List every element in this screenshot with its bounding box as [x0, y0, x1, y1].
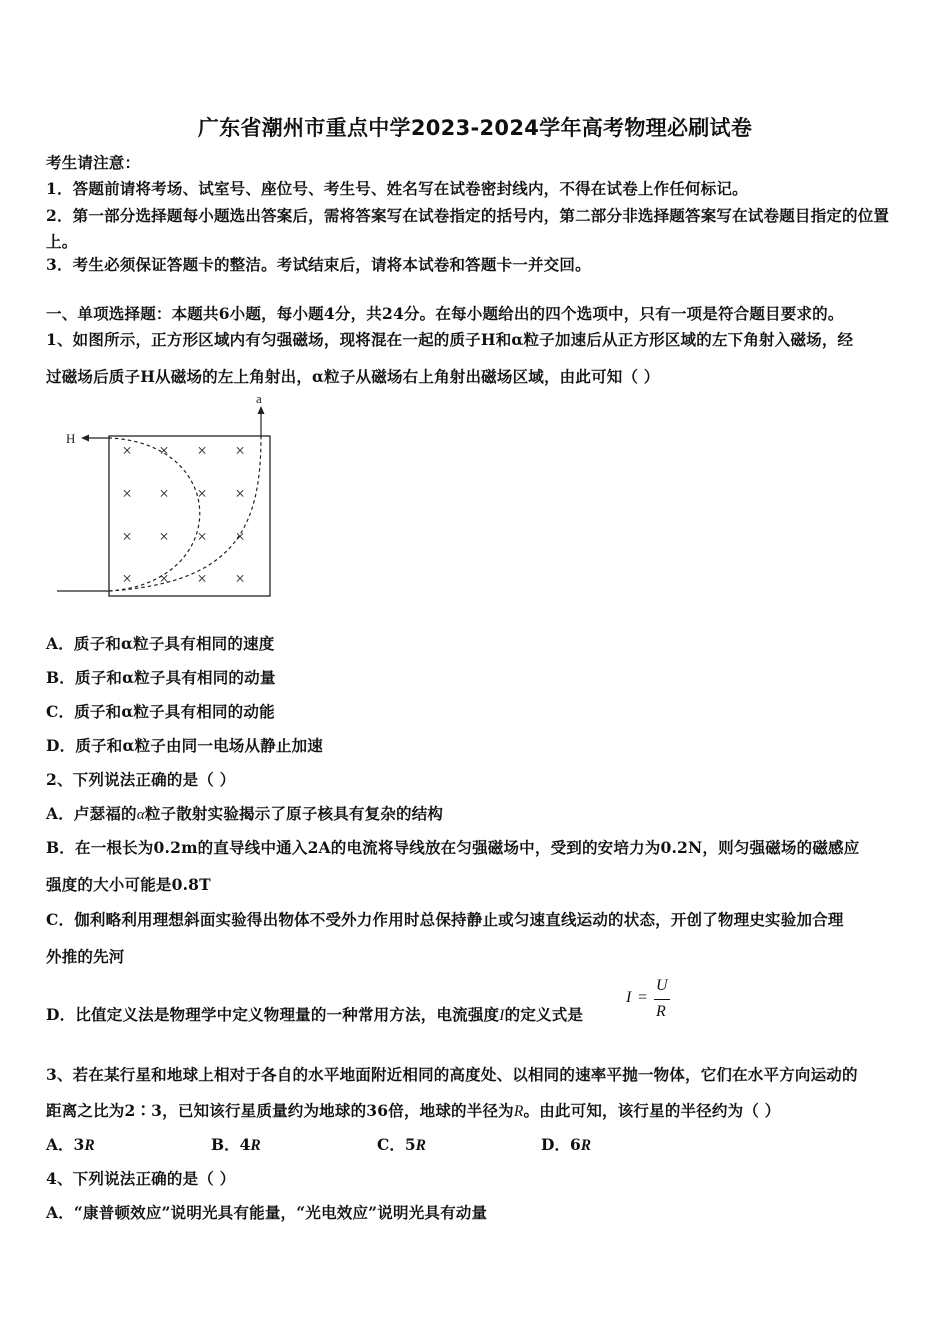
field-mark: ×	[197, 441, 207, 460]
current-symbol: I	[499, 1007, 505, 1024]
q2-option-c-line2: 外推的先河	[46, 947, 125, 966]
q4-stem: 4、下列说法正确的是（ ）	[46, 1169, 236, 1188]
page-title: 广东省潮州市重点中学2023-2024学年高考物理必刷试卷	[197, 116, 753, 140]
alpha-symbol: α	[136, 807, 145, 823]
formula-lhs: I	[626, 989, 632, 1006]
proton-exit-arrowhead	[81, 435, 89, 442]
field-mark: ×	[235, 441, 245, 460]
field-mark: ×	[122, 441, 132, 460]
field-mark: ×	[197, 527, 207, 546]
field-mark: ×	[197, 484, 207, 503]
formula-equals: =	[638, 989, 648, 1006]
q3-option-a-var: R	[84, 1137, 95, 1154]
q3-option-d-var: R	[580, 1137, 592, 1154]
q3-option-d-label: D．6	[541, 1135, 581, 1154]
q3-option-b	[211, 1133, 261, 1155]
field-mark: ×	[159, 484, 169, 503]
q2-option-d-pre: D．比值定义法是物理学中定义物理量的一种常用方法，电流强度	[46, 1005, 500, 1024]
current-formula	[626, 977, 676, 1025]
section-heading: 一、单项选择题：本题共6小题，每小题4分，共24分。在每小题给出的四个选项中，只有一项是符合题目要求的。	[46, 304, 844, 323]
notice-item-2: 2．第一部分选择题每小题选出答案后，需将答案写在试卷指定的括号内，第二部分非选择题答案写在试卷题目指定的位置上。	[46, 206, 890, 251]
field-mark: ×	[235, 569, 245, 588]
q3-option-a-label: A．3	[46, 1135, 85, 1154]
q3-stem-line2	[46, 1099, 780, 1121]
q2-stem: 2、下列说法正确的是（ ）	[46, 770, 236, 789]
q3-option-a	[46, 1133, 95, 1155]
q3-option-b-var: R	[250, 1137, 261, 1154]
field-mark: ×	[159, 441, 169, 460]
radius-symbol: R	[513, 1103, 524, 1120]
field-mark: ×	[197, 569, 207, 588]
field-square	[109, 436, 270, 596]
field-mark: ×	[159, 527, 169, 546]
field-mark: ×	[159, 569, 169, 588]
formula-numerator: U	[656, 977, 668, 994]
notice-heading: 考生请注意：	[46, 153, 141, 172]
q3-option-c-var: R	[415, 1137, 426, 1154]
formula-denominator: R	[656, 1003, 666, 1020]
notice-item-1: 1．答题前请将考场、试室号、座位号、考生号、姓名写在试卷密封线内，不得在试卷上作任何标记。	[46, 179, 748, 198]
q3-stem-line2-post: 。由此可知，该行星的半径约为（ ）	[523, 1101, 781, 1120]
field-mark: ×	[235, 527, 245, 546]
field-mark: ×	[235, 484, 245, 503]
q1-stem-line2: 过磁场后质子H从磁场的左上角射出，α粒子从磁场右上角射出磁场区域，由此可知（ ）	[46, 367, 660, 386]
notice-item-3: 3．考生必须保证答题卡的整洁。考试结束后，请将本试卷和答题卡一并交回。	[46, 255, 591, 274]
q3-stem-line1: 3、若在某行星和地球上相对于各自的水平地面附近相同的高度处、以相同的速率平抛一物体，它们在水平方向运动的	[46, 1065, 858, 1084]
q2-option-d-post: 的定义式是	[504, 1005, 584, 1024]
q2-option-b-line1: B．在一根长为0.2m的直导线中通入2A的电流将导线放在匀强磁场中，受到的安培力为0.2N，则匀强磁场的磁感应	[46, 838, 860, 857]
field-mark: ×	[122, 484, 132, 503]
q2-option-c-line1: C．伽利略利用理想斜面实验得出物体不受外力作用时总保持静止或匀速直线运动的状态，开创了物理史实验加合理	[46, 910, 844, 929]
q1-option-a: A．质子和α粒子具有相同的速度	[46, 634, 275, 653]
field-mark: ×	[122, 569, 132, 588]
q3-stem-line2-pre: 距离之比为2∶3，已知该行星质量约为地球的36倍，地球的半径为	[46, 1101, 514, 1120]
magnetic-field-figure	[55, 388, 285, 604]
q1-option-b: B．质子和α粒子具有相同的动量	[46, 668, 276, 687]
q2-option-a-pre: A．卢瑟福的	[46, 804, 137, 823]
q2-option-a-post: 粒子散射实验揭示了原子核具有复杂的结构	[144, 804, 444, 823]
q3-option-b-label: B．4	[211, 1135, 251, 1154]
fraction-bar	[654, 999, 670, 1000]
alpha-exit-arrowhead	[258, 406, 265, 414]
q3-option-d	[541, 1133, 591, 1155]
label-a: a	[256, 391, 262, 406]
q2-option-d	[46, 1003, 583, 1025]
q2-option-a	[46, 802, 443, 824]
field-marks	[122, 441, 245, 588]
label-h: H	[66, 431, 76, 446]
q2-option-b-line2: 强度的大小可能是0.8T	[46, 875, 211, 894]
q3-option-c-label: C．5	[377, 1135, 416, 1154]
q3-option-c	[377, 1133, 426, 1155]
q1-option-d: D．质子和α粒子由同一电场从静止加速	[46, 736, 323, 755]
q1-option-c: C．质子和α粒子具有相同的动能	[46, 702, 275, 721]
q4-option-a: A．“康普顿效应”说明光具有能量，“光电效应”说明光具有动量	[46, 1203, 488, 1222]
q1-stem-line1: 1、如图所示，正方形区域内有匀强磁场，现将混在一起的质子H和α粒子加速后从正方形区域的左下角射入磁场，经	[46, 330, 854, 349]
field-mark: ×	[122, 527, 132, 546]
